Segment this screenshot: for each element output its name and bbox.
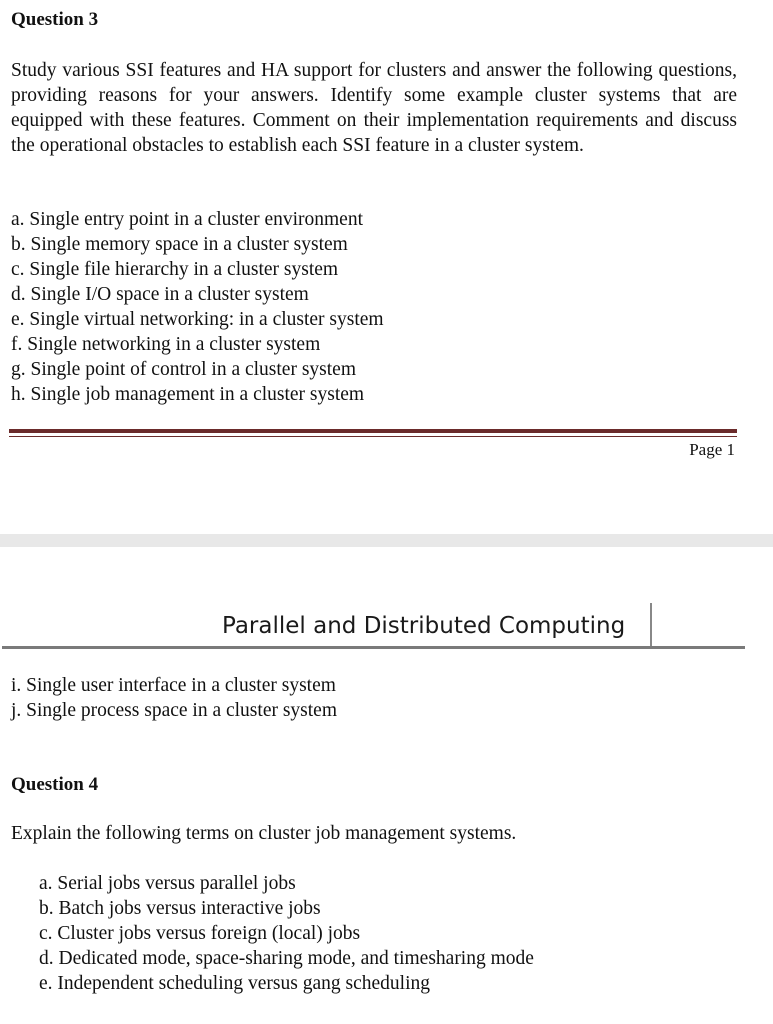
footer-rule-thick	[9, 429, 737, 433]
header-rule	[2, 646, 745, 649]
page-separator	[0, 534, 773, 547]
list-item: h. Single job management in a cluster system	[11, 384, 365, 405]
list-item: f. Single networking in a cluster system	[11, 334, 321, 355]
question-3-paragraph: Study various SSI features and HA support for clusters and answer the following questions, providing reasons for your answers. Identify some example cluster systems that are equipped with these features. Comment on their implementation requirements and discuss the operational obstacles to establish each SSI feature in a cluster system.	[11, 60, 737, 156]
list-item: b. Single memory space in a cluster system	[11, 234, 348, 255]
list-item: d. Single I/O space in a cluster system	[11, 284, 309, 305]
page-number: Page 1	[689, 440, 735, 459]
text-cursor	[650, 603, 652, 647]
question-4-title: Question 4	[11, 774, 99, 795]
list-item: d. Dedicated mode, space-sharing mode, and timesharing mode	[39, 948, 534, 969]
question-4-list	[39, 871, 534, 996]
list-item: e. Single virtual networking: in a cluster system	[11, 309, 384, 330]
list-item: i. Single user interface in a cluster system	[11, 675, 336, 696]
footer-rule-thin	[9, 436, 737, 437]
question-3-list	[11, 207, 384, 407]
list-item: b. Batch jobs versus interactive jobs	[39, 898, 321, 919]
page-header-title: Parallel and Distributed Computing	[222, 613, 626, 639]
question-3-title: Question 3	[11, 9, 99, 30]
list-item: a. Serial jobs versus parallel jobs	[39, 873, 296, 894]
list-item: c. Cluster jobs versus foreign (local) jobs	[39, 923, 361, 944]
list-item: e. Independent scheduling versus gang scheduling	[39, 973, 430, 994]
question-4-intro: Explain the following terms on cluster job management systems.	[11, 823, 517, 844]
list-item: j. Single process space in a cluster system	[11, 700, 338, 721]
question-3-continued-list	[11, 673, 337, 723]
list-item: g. Single point of control in a cluster system	[11, 359, 356, 380]
list-item: c. Single file hierarchy in a cluster system	[11, 259, 339, 280]
list-item: a. Single entry point in a cluster environment	[11, 209, 363, 230]
